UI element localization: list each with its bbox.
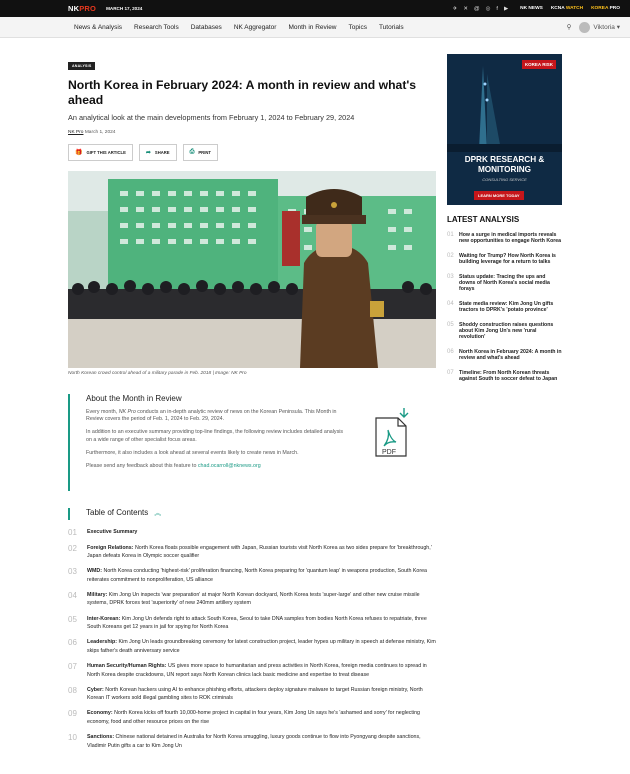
chevron-up-icon[interactable]: ︽ — [154, 510, 162, 517]
article-title: North Korea in February 2024: A month in review and what's ahead — [68, 78, 417, 107]
about-paragraph-3: Furthermore, it also includes a look ahead at several events likely to create news in March. — [86, 449, 299, 456]
nav-news-analysis[interactable]: News & Analysis — [74, 23, 123, 31]
user-menu[interactable]: Viktoria ▾ — [579, 22, 620, 33]
toc-item[interactable]: 03 WMD: North Korea conducting 'highest-risk' proliferation financing, North Korea preparing for 'quantum leap' in weapons production, South Korea reiterates commitment to nonproliferation, US alliance — [68, 567, 428, 583]
nav-nk-aggregator[interactable]: NK Aggregator — [233, 23, 277, 31]
print-icon: ⎙ — [189, 149, 195, 155]
toc-item[interactable]: 05 Inter-Korean: Kim Jong Un defends right to attack South Korea, Seoul to take DNA samples from bodies North Korea refuses to repatriate, three South Koreans get 12 years in jail for spying for North Korea — [68, 614, 427, 631]
toc-list — [68, 528, 436, 750]
about-paragraph-1: Every month, NK Pro conducts an in-depth analytic review of news on the Korean Peninsula. This Month in Review covers the period of Feb. 1, 2024 to Feb. 29, 2024. — [86, 409, 337, 423]
brand-links — [520, 6, 620, 11]
latest-item[interactable]: 01 How a surge in medical imports reveals new opportunities to engage North Korea — [447, 232, 562, 245]
about-paragraph-4: Please send any feedback about this feature to chad.ocarroll@nknews.org — [86, 463, 261, 470]
article — [68, 54, 436, 750]
pdf-download[interactable] — [374, 408, 412, 458]
toc-item[interactable]: 06 Leadership: Kim Jong Un leads groundbreaking ceremony for latest construction project, leader hypes up military in speech at defense ministry, Kim skips father's death anniversary service — [68, 638, 436, 654]
article-subtitle: An analytical look at the main developments from February 1, 2024 to February 29, 2024 — [68, 113, 355, 122]
nav-topics[interactable]: Topics — [348, 23, 367, 31]
pdf-icon — [374, 408, 412, 458]
latest-item[interactable]: 02 Waiting for Trump? How North Korea is building leverage for a return to talks — [447, 252, 556, 266]
kcnawatch-link[interactable]: KCNA WATCH — [550, 6, 584, 11]
byline — [68, 130, 436, 135]
telegram-icon[interactable]: ✈ — [452, 5, 458, 12]
about-box — [68, 394, 436, 491]
x-icon[interactable]: ✕ — [463, 5, 468, 12]
nkpro-logo[interactable]: NKPRO — [68, 4, 97, 13]
korea-risk-ad[interactable] — [447, 54, 562, 205]
about-heading: About the Month in Review — [86, 394, 182, 403]
sidebar — [447, 54, 562, 383]
toc-item[interactable]: 08 Cyber: North Korean hackers using AI to enhance phishing efforts, attackers deploy signature malware to target Russian foreign ministry, North Korean IT workers sold illegal gambling sites to ROK criminals — [68, 685, 423, 702]
latest-item[interactable]: 07 Timeline: From North Korean threats against South to soccer defeat to Japan — [447, 369, 558, 383]
ad-cta-button[interactable]: LEARN MORE TODAY — [474, 191, 524, 200]
print-button[interactable]: ⎙ PRINT — [183, 144, 218, 161]
about-paragraph-2: In addition to an executive summary providing top-line findings, the following review includes detailed analysis on a wide range of other specialist focus areas. — [86, 429, 344, 443]
share-button[interactable]: ➦ SHARE — [139, 144, 177, 161]
nknews-link[interactable]: NK NEWS — [520, 6, 543, 11]
social-links — [453, 6, 508, 12]
hero-image — [68, 171, 436, 368]
toc-item[interactable]: 09 Economy: North Korea kicks off fourth 10,000-home project in capital in four years, Kim Jong Un says he's 'ashamed and sorry' for neglecting economy, food and other resource prices on the rise — [68, 709, 420, 725]
latest-analysis-heading: LATEST ANALYSIS — [447, 215, 520, 224]
image-caption: North Korean crowd control ahead of a military parade in Feb. 2018 | Image: NK Pro — [68, 371, 247, 376]
youtube-icon[interactable]: ▶ — [503, 5, 509, 12]
nav-tutorials[interactable]: Tutorials — [378, 23, 404, 31]
category-badge[interactable]: ANALYSIS — [68, 62, 95, 70]
ad-subtitle: CONSULTING SERVICE — [482, 177, 527, 182]
facebook-icon[interactable]: f — [496, 5, 498, 12]
latest-item[interactable]: 05 Shoddy construction raises questions about Kim Jong Un's new 'rural revolution' — [447, 321, 554, 341]
svg-text:PDF: PDF — [382, 449, 396, 456]
chevron-down-icon: ▾ — [616, 23, 620, 31]
share-bar — [68, 144, 436, 161]
gift-icon: 🎁 — [75, 150, 83, 156]
nav-month-in-review[interactable]: Month in Review — [288, 23, 337, 31]
share-icon: ➦ — [145, 150, 151, 156]
latest-item[interactable]: 06 North Korea in February 2024: A month in review and what's ahead — [447, 348, 562, 362]
publish-date: March 1, 2024 — [84, 130, 116, 135]
avatar — [579, 22, 590, 33]
toc-item[interactable]: 02 Foreign Relations: North Korea floats possible engagement with Japan, Russian tourists visit North Korea as two sides prepare for 'breakthrough,' Japan defeats Korea in Olympic soccer qualifier — [68, 543, 432, 560]
nav-databases[interactable]: Databases — [190, 23, 222, 31]
korea-risk-logo: KOREA RISK — [522, 60, 556, 69]
ad-title: DPRK RESEARCH & MONITORING — [464, 155, 545, 174]
latest-list — [447, 232, 562, 383]
current-date: MARCH 17, 2024 — [106, 6, 143, 11]
nav-research-tools[interactable]: Research Tools — [134, 23, 179, 31]
toc-item[interactable]: 07 Human Security/Human Rights: US gives more space to humanitarian and press activities in North Korea, foreign media continues to spread in North Korea despite crackdowns, UN report says North Korean clinics lack basic medicine and expertise to treat disease — [68, 661, 427, 678]
top-bar — [0, 0, 630, 17]
toc-header[interactable] — [68, 508, 436, 520]
toc-item[interactable]: 10 Sanctions: Chinese national detained in Australia for North Korea smuggling, luxury goods continue to flow into Pyongyang despite sanctions, Vladimir Putin gifts a car to Kim Jong Un — [68, 733, 421, 749]
toc-item[interactable]: 04 Military: Kim Jong Un inspects 'war preparation' at major North Korean dockyard, North Korea tests 'super-large' and other new cruise missile systems, DPRK forces test 'superiority' of new 240mm artillery system — [68, 590, 420, 607]
koreapro-link[interactable]: KOREA PRO — [591, 6, 620, 11]
toc-item[interactable]: 01 Executive Summary — [68, 528, 138, 537]
author-link[interactable]: NK Pro — [68, 130, 84, 135]
toc-heading: Table of Contents ︽ — [86, 508, 162, 517]
instagram-icon[interactable]: ◎ — [485, 5, 491, 12]
threads-icon[interactable]: @ — [474, 5, 480, 12]
search-icon[interactable]: ⚲ — [566, 24, 572, 31]
main-nav — [0, 17, 630, 38]
latest-item[interactable]: 04 State media review: Kim Jong Un gifts tractors to DPRK's 'potato province' — [447, 300, 554, 314]
gift-article-button[interactable]: 🎁 GIFT THIS ARTICLE — [68, 144, 133, 161]
latest-item[interactable]: 03 Status update: Tracing the ups and downs of North Korea's social media forays — [447, 273, 550, 293]
feedback-email-link[interactable]: chad.ocarroll@nknews.org — [197, 463, 261, 470]
